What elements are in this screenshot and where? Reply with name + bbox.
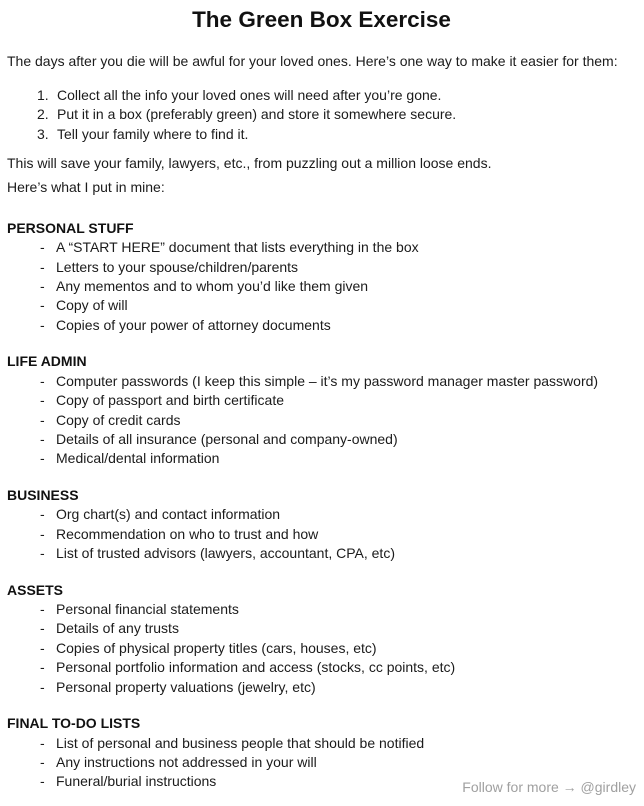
section-business (7, 486, 636, 564)
bullet-dash: - (40, 297, 45, 314)
section-heading: BUSINESS (7, 486, 79, 503)
list-item (40, 411, 636, 430)
bullet-dash: - (40, 239, 45, 256)
steps-list (7, 86, 636, 145)
bullet-list (7, 505, 636, 563)
list-item-text: Letters to your spouse/children/parents (56, 258, 299, 275)
list-item (40, 372, 636, 391)
list-item (40, 734, 636, 753)
section-heading: PERSONAL STUFF (7, 219, 134, 236)
list-item (40, 639, 636, 658)
list-item (40, 238, 636, 257)
bullet-dash: - (40, 506, 45, 523)
list-item-text: Any mementos and to whom you’d like them given (56, 278, 369, 295)
step-item (37, 125, 636, 145)
bullet-dash: - (40, 258, 45, 275)
bullet-dash: - (40, 734, 45, 751)
list-item (40, 505, 636, 524)
step-number: 3. (37, 126, 49, 142)
list-item-text: Copies of physical property titles (cars, houses, etc) (56, 639, 377, 656)
page-title: The Green Box Exercise (192, 7, 451, 32)
list-item-text: Recommendation on who to trust and how (56, 525, 319, 542)
bullet-dash: - (40, 753, 45, 770)
bullet-dash: - (40, 431, 45, 447)
bullet-dash: - (40, 659, 45, 676)
list-item (40, 449, 636, 468)
list-item (40, 277, 636, 296)
bullet-dash: - (40, 678, 45, 695)
bullet-list (7, 238, 636, 335)
list-item-text: Funeral/burial instructions (56, 773, 217, 790)
step-text: Tell your family where to find it. (57, 126, 249, 142)
bullet-dash: - (40, 545, 45, 562)
list-item (40, 544, 636, 563)
bullet-list (7, 372, 636, 469)
list-item-text: List of trusted advisors (lawyers, accountant, CPA, etc) (56, 545, 395, 562)
bullet-dash: - (40, 372, 45, 389)
list-item (40, 658, 636, 677)
bullet-dash: - (40, 773, 45, 790)
list-item-text: Details of all insurance (personal and company-owned) (56, 431, 398, 447)
list-item-text: Personal portfolio information and access (stocks, cc points, etc) (56, 659, 456, 676)
bullet-dash: - (40, 278, 45, 295)
section-heading: ASSETS (7, 581, 64, 598)
list-item (40, 430, 636, 449)
list-item (40, 678, 636, 697)
list-item (40, 316, 636, 335)
bullet-dash: - (40, 601, 45, 618)
list-item-text: Personal property valuations (jewelry, etc) (56, 678, 316, 695)
list-item-text: Copy of passport and birth certificate (56, 392, 285, 409)
step-item (37, 105, 636, 125)
bullet-dash: - (40, 525, 45, 542)
step-number: 2. (37, 106, 49, 123)
section-life-admin (7, 352, 636, 469)
list-item (40, 600, 636, 619)
section-heading: LIFE ADMIN (7, 353, 87, 370)
list-item-text: List of personal and business people that should be notified (56, 734, 425, 751)
list-item-text: Details of any trusts (56, 620, 179, 637)
list-item (40, 525, 636, 544)
list-item-text: Org chart(s) and contact information (56, 506, 281, 523)
list-item-text: Medical/dental information (56, 450, 220, 467)
list-item-text: Any instructions not addressed in your will (56, 753, 317, 770)
list-item-text: Computer passwords (I keep this simple – it’s my password manager master password) (56, 372, 599, 389)
step-item (37, 86, 636, 106)
step-text: Put it in a box (preferably green) and store it somewhere secure. (57, 106, 457, 123)
list-item-text: Copy of will (56, 297, 128, 314)
list-item (40, 619, 636, 638)
list-item-text: A “START HERE” document that lists everything in the box (56, 239, 419, 256)
intro-paragraph: The days after you die will be awful for your loved ones. Here’s one way to make it easier for them: (7, 53, 618, 69)
list-item (40, 753, 636, 772)
save-paragraph: This will save your family, lawyers, etc., from puzzling out a million loose ends. (7, 154, 492, 171)
list-item (40, 391, 636, 410)
list-item (40, 258, 636, 277)
bullet-dash: - (40, 411, 45, 428)
bullet-dash: - (40, 392, 45, 409)
step-number: 1. (37, 86, 49, 103)
section-heading: FINAL TO-DO LISTS (7, 715, 141, 732)
step-text: Collect all the info your loved ones will need after you’re gone. (57, 86, 442, 103)
footer-note: Follow for more → @girdley (462, 779, 636, 795)
bullet-list (7, 600, 636, 697)
list-item-text: Copies of your power of attorney documents (56, 316, 331, 333)
section-personal-stuff (7, 219, 636, 336)
section-assets (7, 581, 636, 698)
list-item-text: Copy of credit cards (56, 411, 181, 428)
bullet-dash: - (40, 620, 45, 637)
bullet-dash: - (40, 316, 45, 333)
bullet-dash: - (40, 450, 45, 467)
bullet-dash: - (40, 639, 45, 656)
list-item (40, 296, 636, 315)
list-item-text: Personal financial statements (56, 601, 239, 618)
contents-intro-paragraph: Here’s what I put in mine: (7, 179, 165, 196)
